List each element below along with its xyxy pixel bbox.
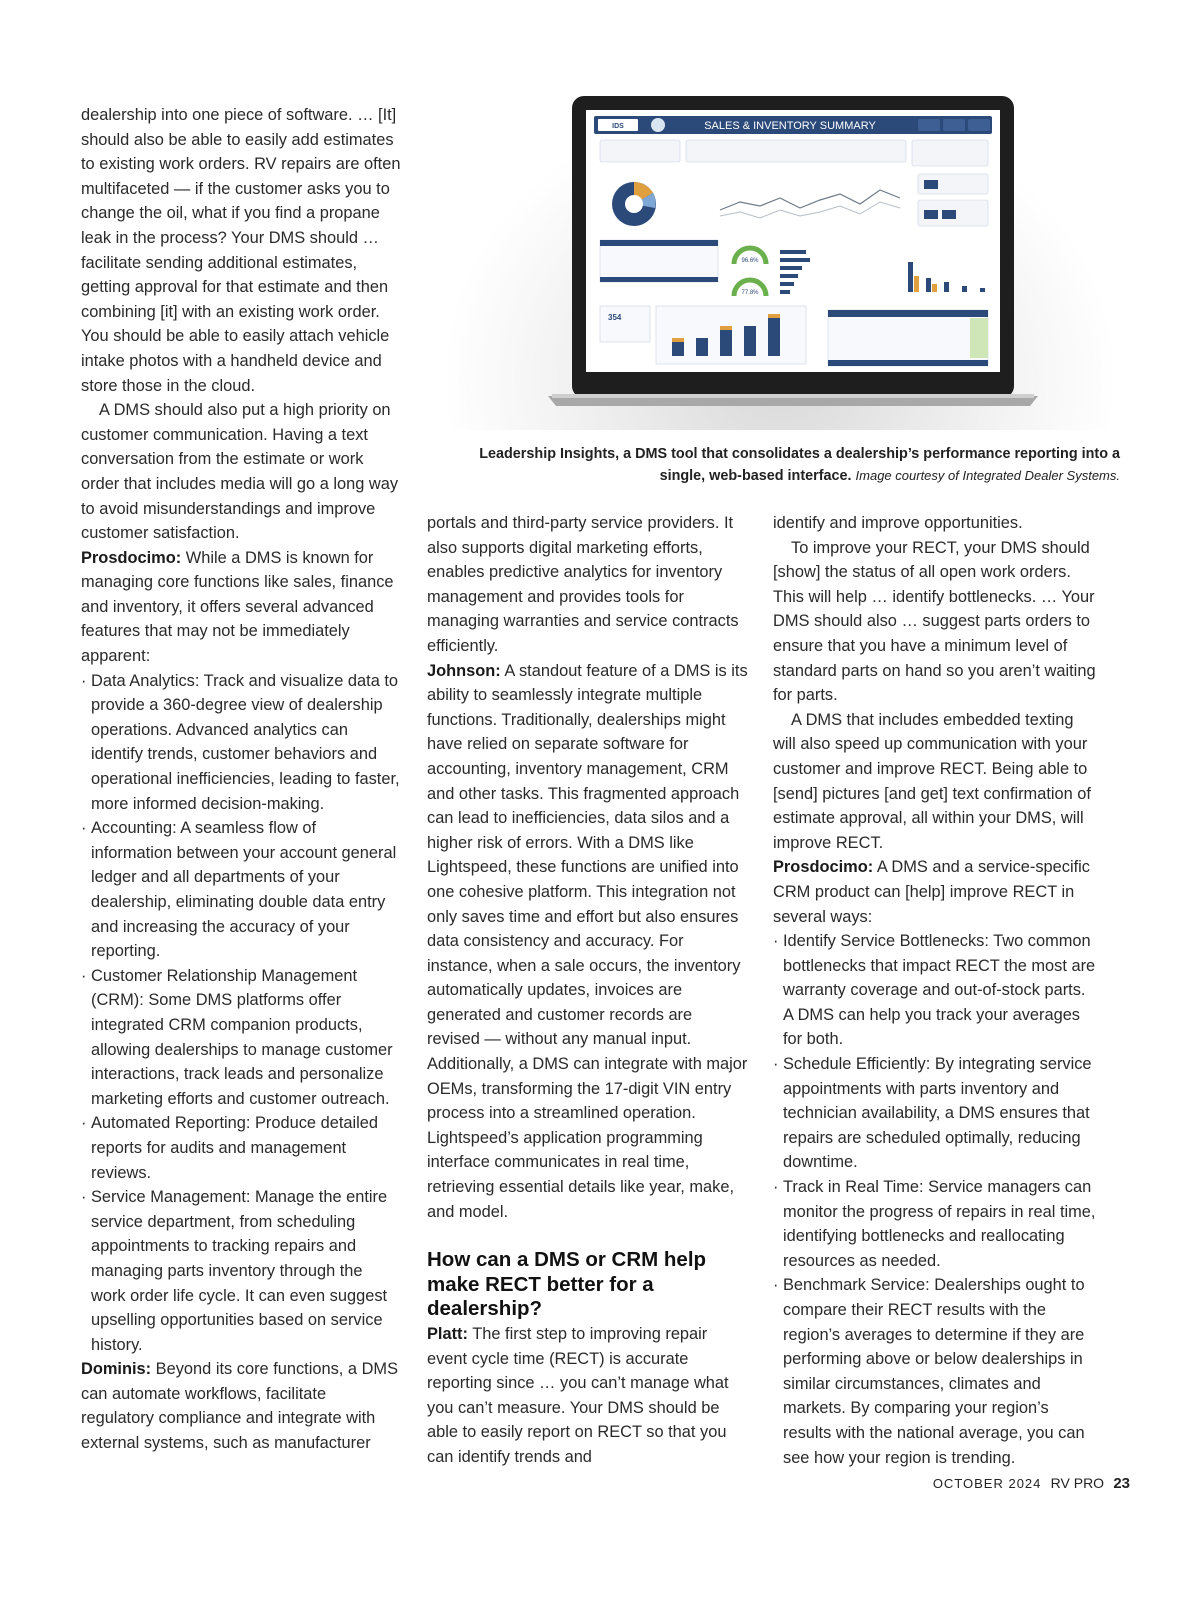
magazine-name: RV PRO (1050, 1475, 1105, 1491)
feature-list (81, 669, 401, 1358)
speaker-name: Johnson: (427, 661, 501, 680)
column-1 (81, 103, 401, 1456)
section-heading: How can a DMS or CRM help make RECT better for a dealership? (427, 1248, 707, 1321)
paragraph: identify and improve opportunities. (773, 514, 1023, 532)
list-item: · Track in Real Time: Service managers can monitor the progress of repairs in real time, identifying bottlenecks and reallocating resources as needed. (773, 1175, 1097, 1273)
list-item: · Service Management: Manage the entire service department, from scheduling appointments to tracking repairs and managing parts inventory through the work order life cycle. It can even suggest upselling opportunities based on service history. (81, 1185, 401, 1357)
gauge-2-value: 77.8% (741, 290, 759, 296)
paragraph (81, 546, 401, 669)
list-item: · Automated Reporting: Produce detailed reports for audits and management reviews. (81, 1111, 401, 1185)
sales-table (600, 240, 718, 282)
list-item: · Schedule Efficiently: By integrating service appointments with parts inventory and technician availability, a DMS ensures that repairs are scheduled optimally, reducing downtime. (773, 1052, 1097, 1175)
paragraph (81, 1357, 401, 1455)
paragraph (773, 855, 1097, 929)
fi-table (828, 310, 988, 366)
speaker-name: Dominis: (81, 1360, 152, 1379)
image-caption (440, 444, 1120, 487)
page-number: 23 (1113, 1475, 1130, 1492)
paragraph: To improve your RECT, your DMS should [show] the status of all open work orders. This will help … identify bottlenecks. … Your DMS should also … suggest parts orders to ensure that you have a minimum level of standard parts on hand so you aren’t waiting for parts. (773, 538, 1096, 705)
laptop-illustration (440, 90, 1120, 430)
caption-credit: Image courtesy of Integrated Dealer Systems. (855, 468, 1120, 483)
paragraph: dealership into one piece of software. … [It] should also be able to easily add estimates to existing work orders. RV repairs are often multifaceted — if the customer asks you to change the oil, what if you find a propane leak in the process? Your DMS should … facilitate sending additional estimates, getting approval for that estimate and then combining [it] with an existing work order. You should be able to easily attach vehicle intake photos with a handheld device and store those in the cloud. (81, 106, 401, 395)
paragraph-text: Beyond its core functions, a DMS can automate workflows, facilitate regulatory compliance and integrate with external systems, such as manufacturer (81, 1360, 399, 1453)
paragraph: portals and third-party service providers. It also supports digital marketing efforts, enables predictive analytics for inventory management and provides tools for managing warranties and service contracts efficiently. (427, 514, 739, 655)
dashboard-title: SALES & INVENTORY SUMMARY (704, 120, 876, 132)
dashboard-logo-text: IDS (612, 123, 624, 130)
paragraph (427, 659, 749, 1225)
list-item: · Identify Service Bottlenecks: Two common bottlenecks that impact RECT the most are warranty coverage and out-of-stock parts. A DMS can help you track your averages for both. (773, 929, 1097, 1052)
speaker-name: Prosdocimo: (81, 548, 182, 567)
column-3 (773, 511, 1097, 1470)
speaker-name: Prosdocimo: (773, 858, 874, 877)
issue-date: OCTOBER 2024 (932, 1476, 1042, 1491)
list-item: · Customer Relationship Management (CRM): Some DMS platforms offer integrated CRM companion products, allowing dealerships to manage customer interactions, track leads and personalize marketing efforts and customer outreach. (81, 964, 401, 1112)
paragraph-text: While a DMS is known for managing core functions like sales, finance and inventory, it offers several advanced features that may not be immediately apparent: (81, 548, 394, 666)
list-item: · Benchmark Service: Dealerships ought to compare their RECT results with the region’s averages to determine if they are performing above or below dealerships in similar circumstances, climates and markets. By comparing your region’s results with the national average, you can see how your region is trending. (773, 1273, 1097, 1470)
rect-list (773, 929, 1097, 1470)
paragraph: A DMS that includes embedded texting will also speed up communication with your customer and improve RECT. Being able to [send] pictures [and get] text confirmation of estimate approval, all within your DMS, will improve RECT. (773, 710, 1091, 852)
laptop-image (440, 90, 1120, 430)
list-item: · Accounting: A seamless flow of information between your account general ledger and all departments of your dealership, eliminating double data entry and increasing the accuracy of your reporting. (81, 816, 401, 964)
stock-count: 354 (608, 313, 622, 322)
gauge-1-value: 96.6% (741, 258, 759, 264)
dashboard-emblem (651, 118, 665, 132)
paragraph (427, 1322, 749, 1470)
speaker-name: Platt: (427, 1325, 468, 1343)
page-footer (933, 1475, 1130, 1492)
paragraph: A DMS should also put a high priority on customer communication. Having a text conversation from the estimate or work order that includes media will go a long way to avoid misunderstandings and improve customer satisfaction. (81, 401, 399, 543)
paragraph-text: A standout feature of a DMS is its ability to seamlessly integrate multiple functions. Traditionally, dealerships might have relied on separate software for accounting, inventory management, CRM and other tasks. This fragmented approach can lead to inefficiencies, data silos and a higher risk of errors. With a DMS like Lightspeed, these functions are unified into one cohesive platform. This integration not only saves time and effort but also ensures data consistency and accuracy. For instance, when a sale occurs, the inventory automatically updates, invoices are generated and customer records are revised — without any manual input. Additionally, a DMS can integrate with major OEMs, transforming the 17-digit VIN entry process into a streamlined operation. Lightspeed’s application programming interface communicates in real time, retrieving essential details like year, make, and model. (427, 661, 748, 1221)
paragraph-text: The first step to improving repair event cycle time (RECT) is accurate reporting since … you can’t manage what you can’t measure. Your DMS should be able to easily report on RECT so that you can identify trends and (427, 1325, 729, 1466)
list-item: · Data Analytics: Track and visualize data to provide a 360-degree view of dealership operations. Advanced analytics can identify trends, customer behaviors and operational inefficiencies, leading to faster, more informed decision-making. (81, 669, 401, 817)
paragraph-text: A DMS and a service-specific CRM product can [help] improve RECT in several ways: (773, 858, 1090, 926)
column-2 (427, 511, 749, 1470)
caption-text: Leadership Insights, a DMS tool that consolidates a dealership’s performance reporting into a single, web-based interface. (479, 446, 1120, 484)
